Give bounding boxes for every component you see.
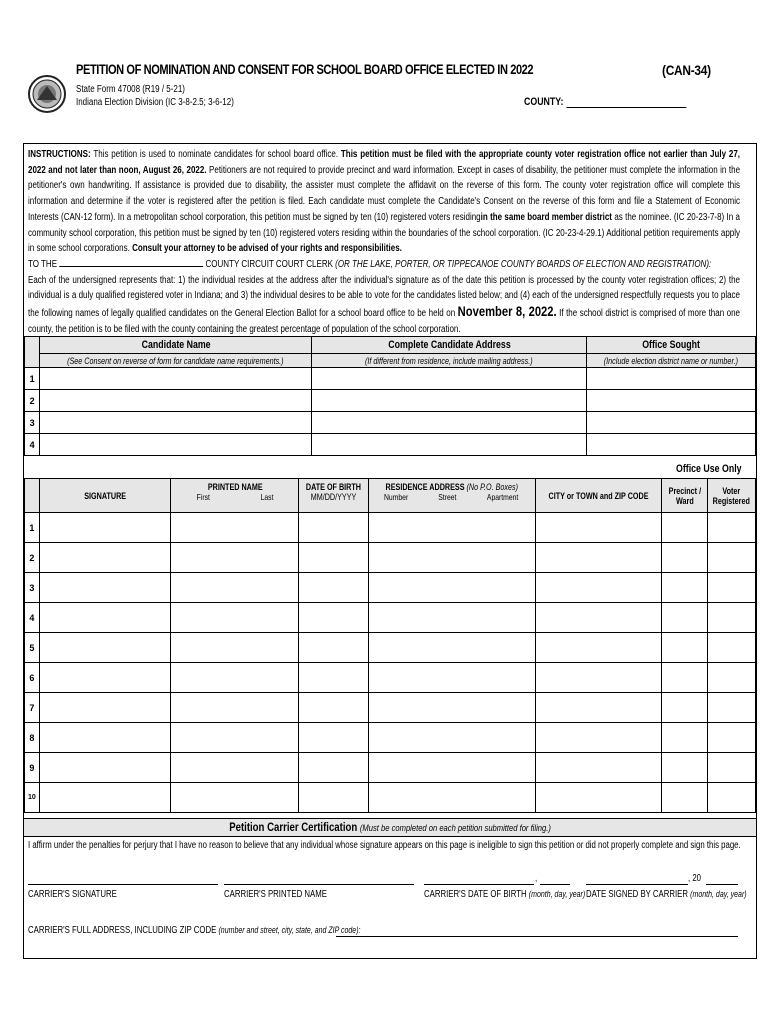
signature-row[interactable]: 6 (25, 663, 756, 693)
county-field[interactable] (524, 96, 687, 108)
voter-registered-header: Voter Registered (713, 485, 751, 506)
signature-header: SIGNATURE (84, 490, 126, 501)
precinct-ward-header: Precinct / Ward (668, 485, 701, 506)
state-form-number: State Form 47008 (R19 / 5-21) (76, 84, 185, 95)
date-signed-label: DATE SIGNED BY CARRIER (month, day, year) (586, 889, 747, 900)
printed-name-header: PRINTED NAME (207, 482, 263, 492)
election-division: Indiana Election Division (IC 3-8-2.5; 3-6-12) (76, 97, 234, 108)
candidate-name-header: Candidate Name (141, 339, 211, 351)
office-use-label: Office Use Only (676, 463, 742, 475)
candidate-row[interactable]: 3 (25, 412, 756, 434)
date-signed-line[interactable] (586, 884, 688, 885)
city-zip-header: CITY or TOWN and ZIP CODE (548, 490, 649, 501)
signature-row[interactable]: 10 (25, 783, 756, 813)
state-seal-icon (27, 62, 67, 126)
office-sought-header: Office Sought (642, 339, 700, 351)
signature-row[interactable]: 9 (25, 753, 756, 783)
carrier-dob-label: CARRIER'S DATE OF BIRTH (month, day, year) (424, 889, 586, 900)
signature-table: SIGNATURE PRINTED NAME First Last DATE OF BIRTH MM/DD/YYYY RESIDENCE ADDRESS (No P.O. Boxes) Number Street Apartment CITY or TOWN and ZIP CODE Precinct / Ward Voter Registered 1 2 3 4 5 6 7 8 9 10 (24, 478, 756, 813)
candidate-row[interactable]: 2 (25, 390, 756, 412)
signature-row[interactable]: 7 (25, 693, 756, 723)
candidate-name-note: (See Consent on reverse of form for candidate name requirements.) (67, 355, 284, 366)
signature-row[interactable]: 2 (25, 543, 756, 573)
candidate-table (24, 336, 756, 456)
candidate-address-note: (If different from residence, include mailing address.) (365, 355, 533, 366)
county-label: COUNTY: (524, 96, 564, 108)
instructions: INSTRUCTIONS: This petition is used to nominate candidates for school board office. This petition must be filed with the appropriate county voter registration office not earlier than July 27, 2022 and not later than noon, August 26, 2022. Petitioners are not required to provide precinct and ward information. Except in cases of disability, the petitioner must complete the information in the petitioner's own handwriting. If assistance is provided due to disability, the assister must complete the affidavit on the reverse of this form. The county voter registration office will complete this information and determine if the voter is registered after the petition is filed. Each candidate must complete the Candidate's Consent on the reverse of this form and file a Statement of Economic Interests (CAN-12 form). In a metropolitan school corporation, this petition must be signed by ten (10) registered voters residingin the same board member district as the nominee. (IC 20-23-7-8) In a community school corporation, this petition must be signed by ten (10) registered voters residing within the boundaries of the school corporation. (IC 20-23-4-29.1) Additional petition requirements apply in some school corporations. Consult your attorney to be advised of your rights and responsibilities. TO THE COUNTY CIRCUIT COURT CLERK (OR THE LAKE, PORTER, OR TIPPECANOE COUNTY BOARDS OF ELECTION AND REGISTRATION): Each of the undersigned represents that: 1) the individual resides at the address after the individual's signature as of the date this petition is processed by the county voter registration offices; 2) the individual is a duly qualified registered voter in Indiana; and 3) the individual desires to be able to vote for the candidates listed below; and (4) each of the undersigned respectfully requests you to place the following names of legally qualified candidates on the General Election Ballot for a school board office to be held on November 8, 2022. If the school district is comprised of more than one county, the petition is to be filed with the county containing the greatest percentage of population of the school corporation. (28, 149, 741, 335)
residence-header: RESIDENCE ADDRESS (385, 482, 465, 492)
carrier-address-line[interactable] (336, 936, 738, 937)
signature-row[interactable]: 8 (25, 723, 756, 753)
carrier-name-line[interactable] (224, 884, 414, 885)
carrier-dob-line[interactable] (424, 884, 534, 885)
candidate-row[interactable]: 4 (25, 434, 756, 456)
certification-affirmation: I affirm under the penalties for perjury that I have no reason to believe that any individual whose signature appears on this page is ineligible to sign this petition or did not properly complete and sign this page. (28, 840, 741, 851)
signature-row[interactable]: 5 (25, 633, 756, 663)
signature-row[interactable]: 3 (25, 573, 756, 603)
candidate-row[interactable]: 1 (25, 368, 756, 390)
candidate-address-header: Complete Candidate Address (387, 339, 511, 351)
signature-row[interactable]: 1 (25, 513, 756, 543)
carrier-address-label: CARRIER'S FULL ADDRESS, INCLUDING ZIP CODE (number and street, city, state, and ZIP code): (28, 925, 361, 936)
signature-row[interactable]: 4 (25, 603, 756, 633)
certification-header: Petition Carrier Certification (Must be completed on each petition submitted for filing.) (24, 818, 756, 837)
dob-header: DATE OF BIRTH (306, 482, 362, 492)
form-code: (CAN-34) (662, 62, 711, 78)
page-title: PETITION OF NOMINATION AND CONSENT FOR SCHOOL BOARD OFFICE ELECTED IN 2022 (76, 62, 534, 77)
carrier-name-label: CARRIER'S PRINTED NAME (224, 889, 327, 900)
office-sought-note: (Include election district name or number.) (604, 355, 739, 366)
election-date: November 8, 2022. (457, 303, 557, 320)
carrier-signature-line[interactable] (28, 884, 218, 885)
carrier-signature-label: CARRIER'S SIGNATURE (28, 889, 117, 900)
